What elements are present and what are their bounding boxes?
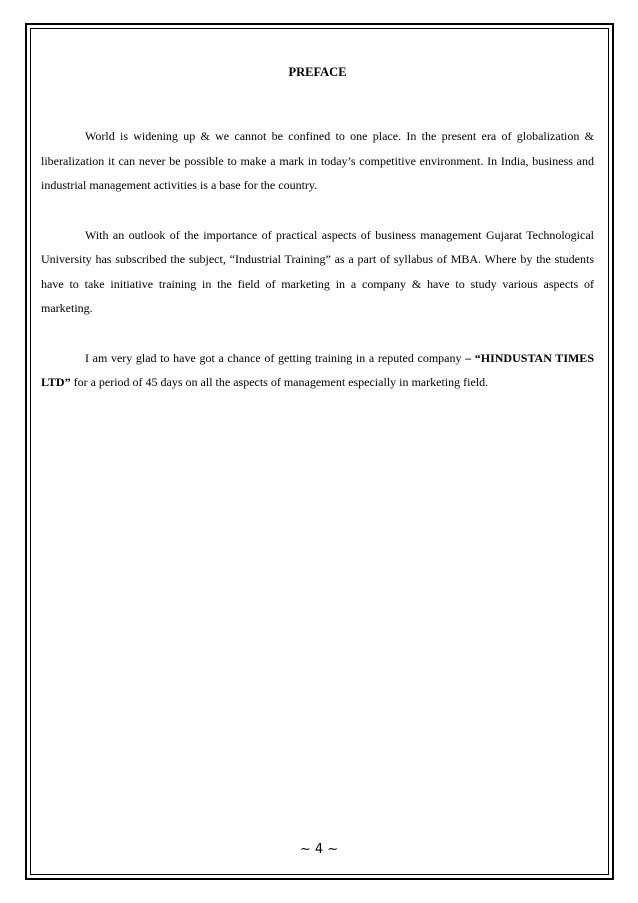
page-number: ~ 4 ~	[299, 842, 339, 857]
company-name: – “HINDUSTAN TIMES LTD”	[41, 350, 594, 389]
paragraph-company-training	[41, 346, 594, 395]
paragraph-company-text-before: I am very glad to have got a chance of getting training in a reputed company	[85, 350, 466, 365]
paragraph-globalization: World is widening up & we cannot be confined to one place. In the present era of globalization & liberalization it can never be possible to make a mark in today’s competitive environment. In India, business and industrial management activities is a base for the country.	[41, 129, 594, 192]
paragraph-gtu-training: With an outlook of the importance of practical aspects of business management Gujarat Technological University has subscribed the subject, “Industrial Training” as a part of syllabus of MBA. Where by the students have to take initiative training in the field of marketing in a company & have to study various aspects of marketing.	[41, 227, 594, 315]
paragraph-company-text-after: for a period of 45 days on all the aspects of management especially in marketing field.	[70, 375, 489, 389]
document-body	[41, 64, 594, 395]
page-title: PREFACE	[288, 65, 347, 79]
